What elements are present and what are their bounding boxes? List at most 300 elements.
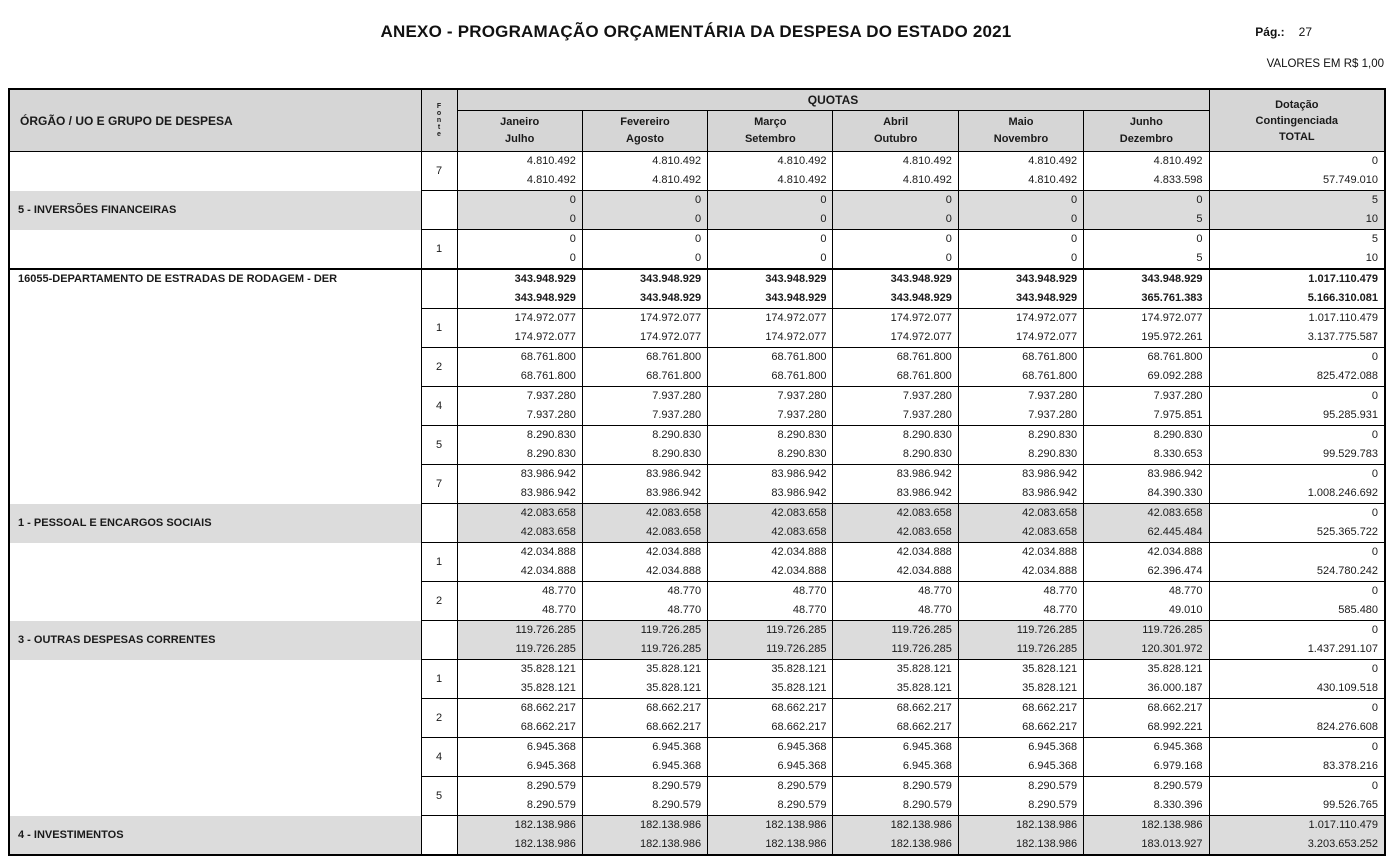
quota-cell	[833, 660, 958, 699]
semester2-value: 343.948.929	[639, 292, 702, 304]
quota-cell	[582, 348, 707, 387]
semester1-value: 8.290.830	[652, 429, 702, 441]
row-label	[9, 387, 421, 426]
quota-cell	[1084, 152, 1209, 191]
dotacao-total-cell	[1209, 699, 1385, 738]
page-number-value: 27	[1298, 25, 1312, 39]
semester1-value: 68.761.800	[520, 351, 576, 363]
total-value: 585.480	[1338, 604, 1379, 616]
dotacao-total-cell	[1209, 191, 1385, 230]
semester2-value: 4.810.492	[777, 174, 827, 186]
quota-cell	[708, 543, 833, 582]
semester1-value: 83.986.942	[1147, 468, 1203, 480]
table-row	[9, 348, 1385, 387]
semester2-value: 8.290.830	[902, 448, 952, 460]
quota-cell	[708, 230, 833, 270]
semester2-value: 42.034.888	[646, 565, 702, 577]
quota-cell	[958, 816, 1083, 856]
dotacao-contingenciada-value: 5	[1371, 233, 1379, 245]
semester1-value: 35.828.121	[896, 663, 952, 675]
total-value: 95.285.931	[1322, 409, 1379, 421]
fonte-code: 2	[421, 582, 457, 621]
row-label	[9, 699, 421, 738]
semester1-value: 8.290.579	[1153, 780, 1203, 792]
semester2-value: 4.810.492	[652, 174, 702, 186]
semester1-value: 68.662.217	[1022, 702, 1078, 714]
semester2-value: 42.034.888	[520, 565, 576, 577]
semester2-value: 7.937.280	[777, 409, 827, 421]
quota-cell	[1084, 816, 1209, 856]
table-row	[9, 426, 1385, 465]
semester2-value: 182.138.986	[1015, 838, 1078, 850]
semester1-value: 119.726.285	[891, 624, 952, 636]
dotacao-total-cell	[1209, 738, 1385, 777]
semester1-value: 4.810.492	[526, 155, 576, 167]
dotacao-contingenciada-value: 0	[1371, 741, 1379, 753]
dotacao-total-cell	[1209, 230, 1385, 270]
semester1-value: 7.937.280	[1153, 390, 1203, 402]
quota-cell	[958, 309, 1083, 348]
semester2-value: 68.662.217	[896, 721, 952, 733]
dotacao-total-cell	[1209, 309, 1385, 348]
semester1-value: 42.083.658	[520, 507, 576, 519]
semester2-value: 49.010	[1168, 604, 1203, 616]
semester1-value: 7.937.280	[902, 390, 952, 402]
quota-cell	[708, 269, 833, 309]
quota-cell	[582, 309, 707, 348]
table-row	[9, 816, 1385, 856]
semester1-value: 4.810.492	[1153, 155, 1203, 167]
semester2-value: 83.986.942	[646, 487, 702, 499]
semester1-value: 8.290.579	[1028, 780, 1078, 792]
semester2-value: 119.726.285	[891, 643, 952, 655]
quota-cell	[708, 426, 833, 465]
semester1-value: 35.828.121	[1147, 663, 1203, 675]
quota-cell	[457, 191, 582, 230]
semester2-value: 68.761.800	[1022, 370, 1078, 382]
total-value: 825.472.088	[1316, 370, 1379, 382]
semester2-value: 68.662.217	[771, 721, 827, 733]
semester1-value: 343.948.929	[514, 273, 576, 285]
column-header-month-3: Março Setembro	[708, 111, 833, 152]
table-row	[9, 738, 1385, 777]
quota-cell	[582, 660, 707, 699]
table-row	[9, 465, 1385, 504]
quota-cell	[708, 699, 833, 738]
table-row	[9, 191, 1385, 230]
quota-cell	[833, 426, 958, 465]
semester1-value: 0	[1071, 194, 1078, 206]
quota-cell	[582, 738, 707, 777]
row-label: 4 - INVESTIMENTOS	[9, 816, 421, 856]
page-number	[1255, 25, 1312, 39]
semester1-value: 6.945.368	[526, 741, 576, 753]
row-label	[9, 738, 421, 777]
total-value: 430.109.518	[1316, 682, 1379, 694]
table-body	[9, 152, 1385, 856]
semester1-value: 119.726.285	[1142, 624, 1203, 636]
semester1-value: 0	[820, 194, 827, 206]
semester2-value: 8.290.579	[902, 799, 952, 811]
semester2-value: 174.972.077	[639, 331, 702, 343]
dotacao-contingenciada-value: 1.017.110.479	[1308, 273, 1379, 285]
semester2-value: 35.828.121	[520, 682, 576, 694]
semester2-value: 174.972.077	[765, 331, 827, 343]
fonte-code: 4	[421, 738, 457, 777]
dotacao-contingenciada-value: 0	[1371, 780, 1379, 792]
row-label	[9, 426, 421, 465]
quota-cell	[457, 152, 582, 191]
semester1-value: 42.034.888	[1147, 546, 1203, 558]
semester2-value: 83.986.942	[771, 487, 827, 499]
semester1-value: 42.083.658	[771, 507, 827, 519]
quota-cell	[833, 816, 958, 856]
quota-cell	[1084, 738, 1209, 777]
quota-cell	[958, 348, 1083, 387]
dotacao-total-cell	[1209, 465, 1385, 504]
dotacao-total-cell	[1209, 777, 1385, 816]
semester1-value: 0	[945, 194, 952, 206]
semester2-value: 8.330.653	[1153, 448, 1203, 460]
semester2-value: 8.290.579	[652, 799, 702, 811]
quota-cell	[1084, 426, 1209, 465]
row-label	[9, 152, 421, 191]
total-value: 5.166.310.081	[1307, 292, 1379, 304]
semester1-value: 42.034.888	[896, 546, 952, 558]
semester2-value: 6.945.368	[1028, 760, 1078, 772]
semester2-value: 7.975.851	[1153, 409, 1203, 421]
semester2-value: 42.083.658	[771, 526, 827, 538]
semester1-value: 182.138.986	[514, 819, 576, 831]
semester2-value: 119.726.285	[1016, 643, 1078, 655]
quota-cell	[457, 582, 582, 621]
semester1-value: 119.726.285	[640, 624, 702, 636]
dotacao-total-cell	[1209, 504, 1385, 543]
semester1-value: 7.937.280	[1028, 390, 1078, 402]
semester2-value: 343.948.929	[765, 292, 827, 304]
quota-cell	[708, 309, 833, 348]
semester1-value: 119.726.285	[515, 624, 576, 636]
dotacao-contingenciada-value: 0	[1371, 351, 1379, 363]
semester2-value: 7.937.280	[652, 409, 702, 421]
quota-cell	[1084, 387, 1209, 426]
semester1-value: 48.770	[1168, 585, 1203, 597]
row-label	[9, 660, 421, 699]
semester1-value: 6.945.368	[1153, 741, 1203, 753]
semester1-value: 6.945.368	[902, 741, 952, 753]
quota-cell	[1084, 582, 1209, 621]
fonte-code	[421, 621, 457, 660]
semester2-value: 68.662.217	[520, 721, 576, 733]
quota-cell	[457, 504, 582, 543]
semester2-value: 119.726.285	[515, 643, 576, 655]
semester2-value: 0	[820, 213, 827, 225]
semester2-value: 174.972.077	[890, 331, 952, 343]
table-row	[9, 582, 1385, 621]
fonte-code: 1	[421, 543, 457, 582]
semester1-value: 42.083.658	[1022, 507, 1078, 519]
semester1-value: 0	[569, 194, 576, 206]
semester1-value: 83.986.942	[771, 468, 827, 480]
quota-cell	[708, 777, 833, 816]
fonte-code: 5	[421, 777, 457, 816]
quota-cell	[457, 348, 582, 387]
dotacao-total-cell	[1209, 387, 1385, 426]
semester1-value: 83.986.942	[1022, 468, 1078, 480]
semester1-value: 68.761.800	[1147, 351, 1203, 363]
quota-cell	[582, 504, 707, 543]
quota-cell	[958, 504, 1083, 543]
dotacao-total-cell	[1209, 621, 1385, 660]
semester1-value: 42.083.658	[646, 507, 702, 519]
quota-cell	[457, 230, 582, 270]
semester2-value: 0	[695, 252, 702, 264]
semester2-value: 119.726.285	[766, 643, 827, 655]
quota-cell	[708, 504, 833, 543]
quota-cell	[582, 152, 707, 191]
quota-cell	[708, 582, 833, 621]
quota-cell	[958, 152, 1083, 191]
quota-cell	[582, 230, 707, 270]
semester2-value: 343.948.929	[1015, 292, 1078, 304]
semester2-value: 6.945.368	[777, 760, 827, 772]
total-value: 99.526.765	[1322, 799, 1379, 811]
quota-cell	[582, 582, 707, 621]
fonte-code	[421, 191, 457, 230]
semester1-value: 4.810.492	[777, 155, 827, 167]
semester2-value: 83.986.942	[1022, 487, 1078, 499]
semester1-value: 7.937.280	[777, 390, 827, 402]
quota-cell	[958, 387, 1083, 426]
total-value: 525.365.722	[1316, 526, 1379, 538]
column-header-fonte: F o n t e	[421, 89, 457, 152]
dotacao-total-cell	[1209, 269, 1385, 309]
quota-cell	[833, 543, 958, 582]
quota-cell	[457, 816, 582, 856]
semester1-value: 174.972.077	[639, 312, 702, 324]
quota-cell	[958, 191, 1083, 230]
column-header-month-4: Abril Outubro	[833, 111, 958, 152]
semester2-value: 8.290.579	[777, 799, 827, 811]
semester1-value: 68.662.217	[1147, 702, 1203, 714]
budget-table	[8, 88, 1386, 856]
semester1-value: 48.770	[918, 585, 952, 597]
total-value: 57.749.010	[1322, 174, 1379, 186]
table-row	[9, 269, 1385, 309]
quota-cell	[582, 621, 707, 660]
semester1-value: 182.138.986	[639, 819, 702, 831]
semester2-value: 174.972.077	[1015, 331, 1078, 343]
semester1-value: 8.290.830	[1153, 429, 1203, 441]
semester1-value: 8.290.579	[777, 780, 827, 792]
semester2-value: 5	[1196, 252, 1203, 264]
quota-cell	[708, 621, 833, 660]
quota-cell	[833, 191, 958, 230]
dotacao-contingenciada-value: 0	[1371, 585, 1379, 597]
semester1-value: 0	[1071, 233, 1078, 245]
dotacao-contingenciada-value: 0	[1371, 702, 1379, 714]
quota-cell	[958, 543, 1083, 582]
semester2-value: 8.290.830	[1028, 448, 1078, 460]
quota-cell	[708, 152, 833, 191]
semester1-value: 174.972.077	[514, 312, 576, 324]
semester2-value: 7.937.280	[902, 409, 952, 421]
table-row	[9, 543, 1385, 582]
semester2-value: 182.138.986	[514, 838, 576, 850]
semester2-value: 4.810.492	[526, 174, 576, 186]
quota-cell	[708, 660, 833, 699]
semester2-value: 48.770	[667, 604, 702, 616]
semester1-value: 68.662.217	[646, 702, 702, 714]
total-value: 524.780.242	[1316, 565, 1379, 577]
total-value: 10	[1365, 252, 1379, 264]
quota-cell	[833, 465, 958, 504]
semester1-value: 7.937.280	[526, 390, 576, 402]
semester2-value: 48.770	[1043, 604, 1078, 616]
row-label: 1 - PESSOAL E ENCARGOS SOCIAIS	[9, 504, 421, 543]
semester2-value: 8.290.830	[526, 448, 576, 460]
currency-note: VALORES EM R$ 1,00	[1266, 58, 1384, 70]
quota-cell	[1084, 660, 1209, 699]
dotacao-total-cell	[1209, 348, 1385, 387]
semester1-value: 0	[1196, 194, 1203, 206]
semester1-value: 68.662.217	[771, 702, 827, 714]
quota-cell	[833, 348, 958, 387]
semester2-value: 6.979.168	[1153, 760, 1203, 772]
quota-cell	[1084, 504, 1209, 543]
table-row	[9, 387, 1385, 426]
quota-cell	[833, 309, 958, 348]
semester1-value: 174.972.077	[1141, 312, 1203, 324]
column-header-quotas: QUOTAS	[457, 89, 1209, 111]
quota-cell	[708, 465, 833, 504]
semester1-value: 83.986.942	[646, 468, 702, 480]
total-value: 1.008.246.692	[1307, 487, 1379, 499]
quota-cell	[833, 738, 958, 777]
semester1-value: 182.138.986	[1141, 819, 1203, 831]
quota-cell	[457, 543, 582, 582]
semester1-value: 0	[820, 233, 827, 245]
table-row	[9, 504, 1385, 543]
total-value: 3.203.653.252	[1307, 838, 1379, 850]
fonte-code: 1	[421, 309, 457, 348]
fonte-code	[421, 504, 457, 543]
table-row	[9, 777, 1385, 816]
row-label	[9, 582, 421, 621]
semester1-value: 68.761.800	[646, 351, 702, 363]
semester1-value: 8.290.579	[902, 780, 952, 792]
table-row	[9, 621, 1385, 660]
dotacao-total-cell	[1209, 660, 1385, 699]
semester2-value: 0	[569, 213, 576, 225]
quota-cell	[833, 230, 958, 270]
quota-cell	[1084, 309, 1209, 348]
semester1-value: 119.726.285	[766, 624, 827, 636]
quota-cell	[833, 152, 958, 191]
semester2-value: 84.390.330	[1147, 487, 1203, 499]
quota-cell	[582, 543, 707, 582]
row-label: 16055-DEPARTAMENTO DE ESTRADAS DE RODAGEM - DER	[9, 269, 421, 309]
dotacao-contingenciada-value: 0	[1371, 429, 1379, 441]
semester2-value: 0	[820, 252, 827, 264]
quota-cell	[457, 621, 582, 660]
semester1-value: 343.948.929	[639, 273, 702, 285]
semester2-value: 42.034.888	[771, 565, 827, 577]
quota-cell	[582, 269, 707, 309]
fonte-code	[421, 269, 457, 309]
semester2-value: 42.034.888	[1022, 565, 1078, 577]
semester1-value: 0	[569, 233, 576, 245]
total-value: 824.276.608	[1316, 721, 1379, 733]
semester1-value: 4.810.492	[652, 155, 702, 167]
dotacao-total-cell	[1209, 152, 1385, 191]
semester1-value: 35.828.121	[646, 663, 702, 675]
table-row	[9, 152, 1385, 191]
quota-cell	[958, 582, 1083, 621]
semester2-value: 8.290.830	[652, 448, 702, 460]
page-title: ANEXO - PROGRAMAÇÃO ORÇAMENTÁRIA DA DESPESA DO ESTADO 2021	[380, 22, 1012, 41]
fonte-code: 7	[421, 465, 457, 504]
table-row	[9, 230, 1385, 270]
dotacao-contingenciada-value: 5	[1371, 194, 1379, 206]
quota-cell	[958, 621, 1083, 660]
dotacao-total-cell	[1209, 543, 1385, 582]
semester1-value: 343.948.929	[765, 273, 827, 285]
fonte-code: 5	[421, 426, 457, 465]
semester2-value: 35.828.121	[646, 682, 702, 694]
dotacao-contingenciada-value: 0	[1371, 663, 1379, 675]
semester2-value: 36.000.187	[1147, 682, 1203, 694]
semester1-value: 42.034.888	[771, 546, 827, 558]
semester2-value: 365.761.383	[1141, 292, 1203, 304]
row-label	[9, 777, 421, 816]
quota-cell	[582, 426, 707, 465]
quota-cell	[958, 699, 1083, 738]
column-header-month-1: Janeiro Julho	[457, 111, 582, 152]
semester1-value: 8.290.830	[777, 429, 827, 441]
semester1-value: 68.761.800	[771, 351, 827, 363]
semester2-value: 62.396.474	[1147, 565, 1203, 577]
semester1-value: 42.034.888	[646, 546, 702, 558]
dotacao-contingenciada-value: 0	[1371, 507, 1379, 519]
semester2-value: 69.092.288	[1147, 370, 1203, 382]
semester2-value: 6.945.368	[902, 760, 952, 772]
semester2-value: 68.662.217	[646, 721, 702, 733]
fonte-code: 1	[421, 660, 457, 699]
dotacao-contingenciada-value: 1.017.110.479	[1308, 312, 1379, 324]
quota-cell	[1084, 543, 1209, 582]
page-number-label: Pág.:	[1255, 25, 1285, 39]
semester2-value: 343.948.929	[890, 292, 952, 304]
semester2-value: 4.810.492	[902, 174, 952, 186]
semester2-value: 68.992.221	[1147, 721, 1203, 733]
quota-cell	[708, 387, 833, 426]
semester2-value: 4.833.598	[1153, 174, 1203, 186]
semester1-value: 174.972.077	[1015, 312, 1078, 324]
quota-cell	[708, 191, 833, 230]
semester2-value: 35.828.121	[771, 682, 827, 694]
column-header-month-6: Junho Dezembro	[1084, 111, 1209, 152]
semester1-value: 48.770	[542, 585, 576, 597]
semester1-value: 4.810.492	[902, 155, 952, 167]
quota-cell	[833, 504, 958, 543]
semester2-value: 182.138.986	[639, 838, 702, 850]
quota-cell	[457, 777, 582, 816]
semester2-value: 7.937.280	[1028, 409, 1078, 421]
quota-cell	[1084, 699, 1209, 738]
semester2-value: 42.083.658	[646, 526, 702, 538]
semester2-value: 174.972.077	[514, 331, 576, 343]
